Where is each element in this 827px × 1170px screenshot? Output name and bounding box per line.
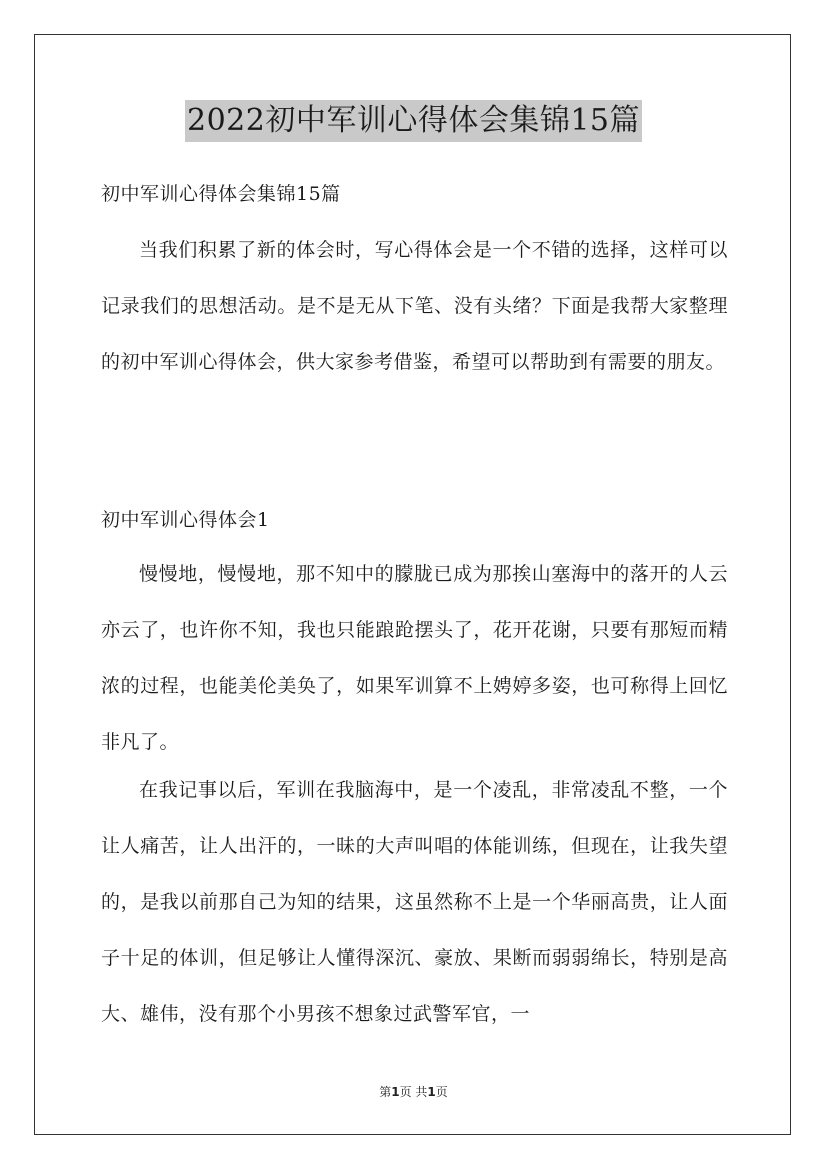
body-paragraph-2: 在我记事以后，军训在我脑海中，是一个凌乱，非常凌乱不整，一个让人痛苦，让人出汗的，一昧的大声叫唱的体能训练，但现在，让我失望的，是我以前那自己为知的结果，这虽然称不上是一个华丽高贵，让人面子十足的体训，但足够让人懂得深沉、豪放、果断而弱弱绵长，特别是高大、雄伟，没有那个小男孩不想象过武警军官，一 bbox=[101, 779, 728, 1025]
footer-page-number: 1 bbox=[391, 1085, 400, 1099]
body-paragraph-1: 慢慢地，慢慢地，那不知中的朦胧已成为那挨山塞海中的落开的人云亦云了，也许你不知，我也只能踉跄摆头了，花开花谢，只要有那短而精浓的过程，也能美伦美奂了，如果军训算不上娉婷多姿，也可称得上回忆非凡了。 bbox=[101, 563, 728, 753]
intro-paragraph: 当我们积累了新的体会时，写心得体会是一个不错的选择，这样可以记录我们的思想活动。是不是无从下笔、没有头绪？下面是我帮大家整理的初中军训心得体会，供大家参考借鉴，希望可以帮助到有需要的朋友。 bbox=[101, 239, 728, 373]
footer-prefix: 第 bbox=[379, 1085, 392, 1099]
footer-mid: 页 共 bbox=[399, 1085, 428, 1099]
document-title: 2022初中军训心得体会集锦15篇 bbox=[185, 100, 642, 142]
footer-page-total: 1 bbox=[427, 1085, 436, 1099]
page-footer bbox=[0, 1083, 827, 1100]
footer-suffix: 页 bbox=[435, 1085, 448, 1099]
section-heading: 初中军训心得体会1 bbox=[101, 509, 270, 531]
title-container bbox=[0, 100, 827, 142]
document-subtitle: 初中军训心得体会集锦15篇 bbox=[101, 183, 341, 205]
